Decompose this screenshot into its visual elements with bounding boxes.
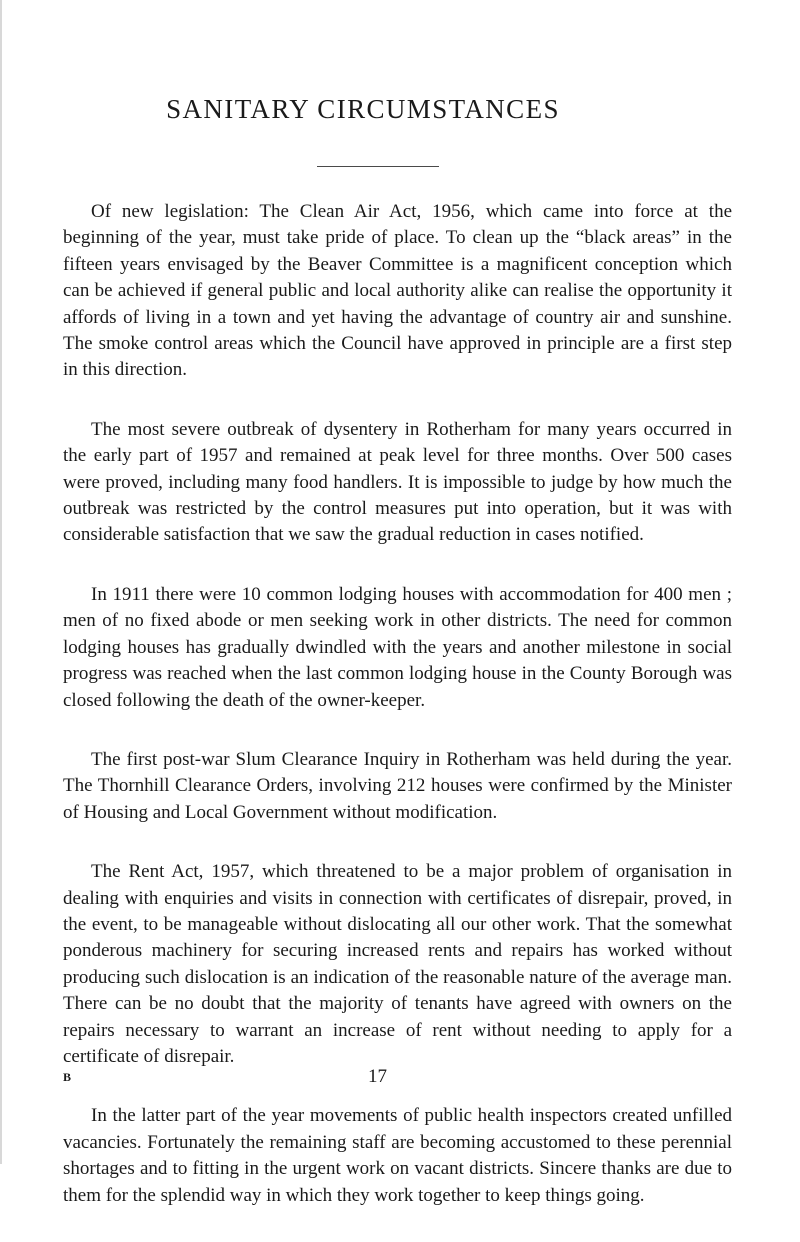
page-edge xyxy=(0,0,2,1164)
title-divider xyxy=(317,166,439,167)
paragraph-lodging-houses: In 1911 there were 10 common lodging houses with accommodation for 400 men ; men of no fixed abode or men seeking work in other districts. The need for common lodging houses has gradually dwindled with the years and another milestone in social progress was reached when the last common lodging house in the County Borough was closed following the death of the owner-keeper. xyxy=(63,583,732,711)
page-number: 17 xyxy=(368,1066,387,1087)
signature-mark: B xyxy=(63,1070,72,1084)
paragraph-clean-air-act: Of new legislation: The Clean Air Act, 1956, which came into force at the beginning of the year, must take pride of place. To clean up the “black areas” in the fifteen years envisaged by the Beaver Committee is a magnificent conception which can be achieved if general public and local authority alike can realise the opportunity it affords of living in a town and yet having the advantage of country air and sunshine. The smoke control areas which the Council have approved in principle are a first step in this direction. xyxy=(63,201,732,381)
paragraph-slum-clearance: The first post-war Slum Clearance Inquiry in Rotherham was held during the year. The Thornhill Clearance Orders, involving 212 houses were confirmed by the Minister of Housing and Local Government without modification. xyxy=(63,748,732,823)
paragraph-rent-act: The Rent Act, 1957, which threatened to be a major problem of organisation in dealing with enquiries and visits in connection with certificates of disrepair, proved, in the event, to be manageable without dislocating all our other work. That the somewhat ponderous machinery for securing increased rents and repairs has worked without producing such dislocation is an indication of the reasonable nature of the average man. There can be no doubt that the majority of tenants have agreed with owners on the repairs necessary to warrant an increase of rent without needing to apply for a certificate of disrepair. xyxy=(63,861,732,1067)
body-text xyxy=(63,199,732,1242)
page-title: SANITARY CIRCUMSTANCES xyxy=(166,94,560,124)
paragraph-staff-vacancies: In the latter part of the year movements of public health inspectors created unfilled vacancies. Fortunately the remaining staff are becoming accustomed to these perennial shortages and to fitting in the urgent work on vacant districts. Sincere thanks are due to them for the splendid way in which they work together to keep things going. xyxy=(63,1105,732,1206)
paragraph-dysentery-outbreak: The most severe outbreak of dysentery in Rotherham for many years occurred in the early part of 1957 and remained at peak level for three months. Over 500 cases were proved, including many food handlers. It is impossible to judge by how much the outbreak was restricted by the control measures put into operation, but it was with considerable satisfaction that we saw the gradual reduction in cases notified. xyxy=(63,418,732,546)
